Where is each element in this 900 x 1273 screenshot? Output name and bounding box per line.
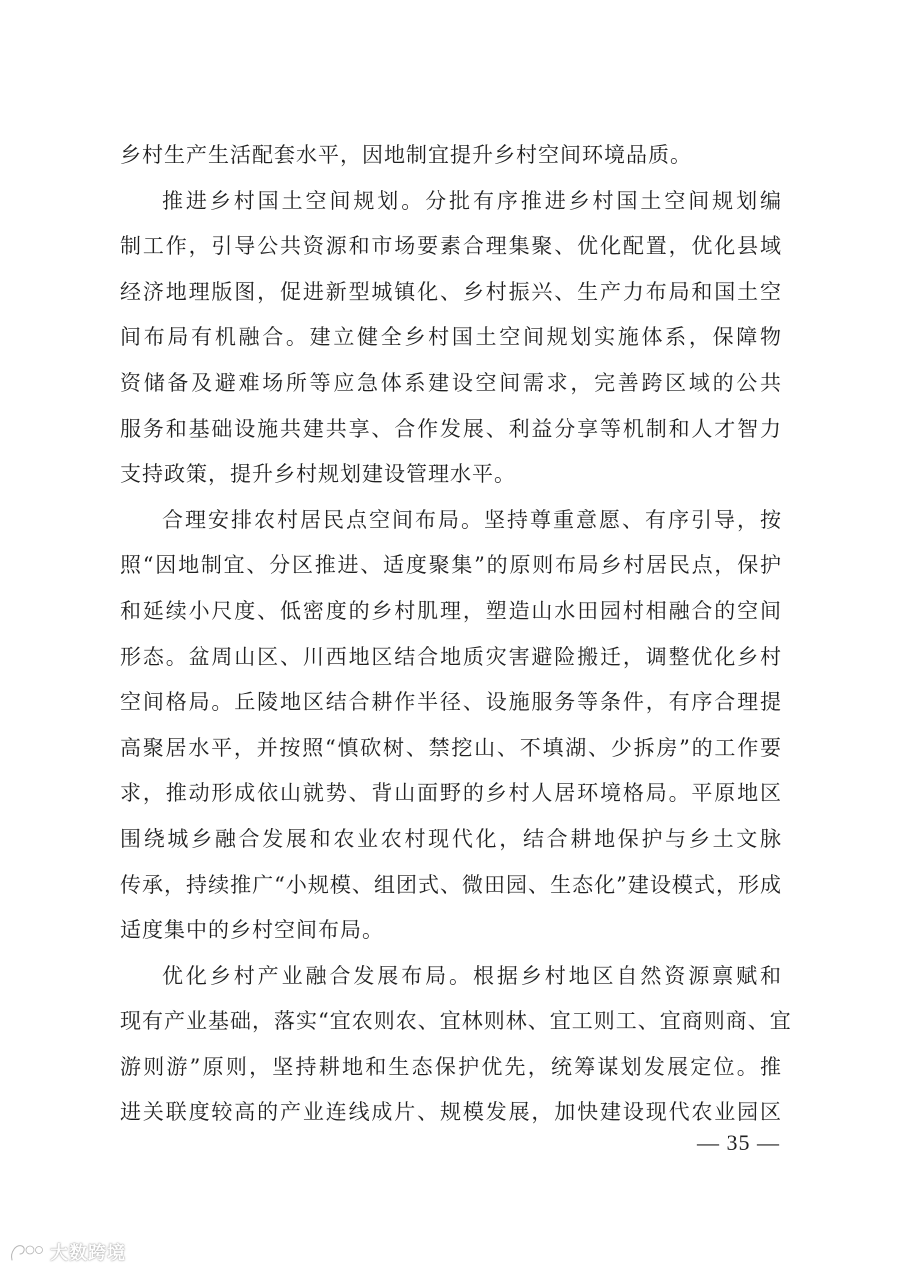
watermark-text: 大数跨境: [50, 1243, 126, 1264]
text-line: 高聚居水平，并按照“慎砍树、禁挖山、不填湖、少拆房”的工作要: [120, 735, 782, 760]
text-line: 现有产业基础，落实“宜农则农、宜林则林、宜工则工、宜商则商、宜: [120, 1009, 792, 1034]
text-line: 优化乡村产业融合发展布局。根据乡村地区自然资源禀赋和: [162, 963, 782, 988]
text-line: 服务和基础设施共建共享、合作发展、利益分享等机制和人才智力: [120, 416, 782, 441]
text-line: 照“因地制宜、分区推进、适度聚集”的原则布局乡村居民点，保护: [120, 553, 782, 578]
text-line: 经济地理版图，促进新型城镇化、乡村振兴、生产力布局和国土空: [120, 279, 782, 304]
text-line: 乡村生产生活配套水平，因地制宜提升乡村空间环境品质。: [120, 143, 692, 167]
text-line: 游则游”原则，坚持耕地和生态保护优先，统筹谋划发展定位。推: [120, 1054, 782, 1079]
text-line: 资储备及避难场所等应急体系建设空间需求，完善跨区域的公共: [120, 370, 782, 395]
text-line: 支持政策，提升乡村规划建设管理水平。: [120, 462, 516, 487]
text-line: 和延续小尺度、低密度的乡村肌理，塑造山水田园村相融合的空间: [120, 598, 782, 623]
text-line: 进关联度较高的产业连线成片、规模发展，加快建设现代农业园区: [120, 1100, 782, 1125]
text-line: 适度集中的乡村空间布局。: [120, 918, 384, 943]
text-line: 形态。盆周山区、川西地区结合地质灾害避险搬迁，调整优化乡村: [120, 644, 782, 669]
text-line: 空间格局。丘陵地区结合耕作半径、设施服务等条件，有序合理提: [120, 690, 782, 715]
text-line: 间布局有机融合。建立健全乡村国土空间规划实施体系，保障物: [120, 325, 782, 350]
body-text: [120, 133, 792, 1136]
text-line: 围绕城乡融合发展和农业农村现代化，结合耕地保护与乡土文脉: [120, 826, 782, 851]
watermark-logo-icon: [8, 1240, 44, 1264]
text-line: 合理安排农村居民点空间布局。坚持尊重意愿、有序引导，按: [162, 507, 782, 532]
text-line: 求，推动形成依山就势、背山面野的乡村人居环境格局。平原地区: [120, 781, 782, 806]
text-line: 传承，持续推广“小规模、组团式、微田园、生态化”建设模式，形成: [120, 872, 782, 897]
text-line: 推进乡村国土空间规划。分批有序推进乡村国土空间规划编: [162, 188, 782, 213]
watermark: [8, 1238, 126, 1266]
page-number: — 35 —: [697, 1130, 780, 1155]
text-line: 制工作，引导公共资源和市场要素合理集聚、优化配置，优化县域: [120, 234, 782, 259]
